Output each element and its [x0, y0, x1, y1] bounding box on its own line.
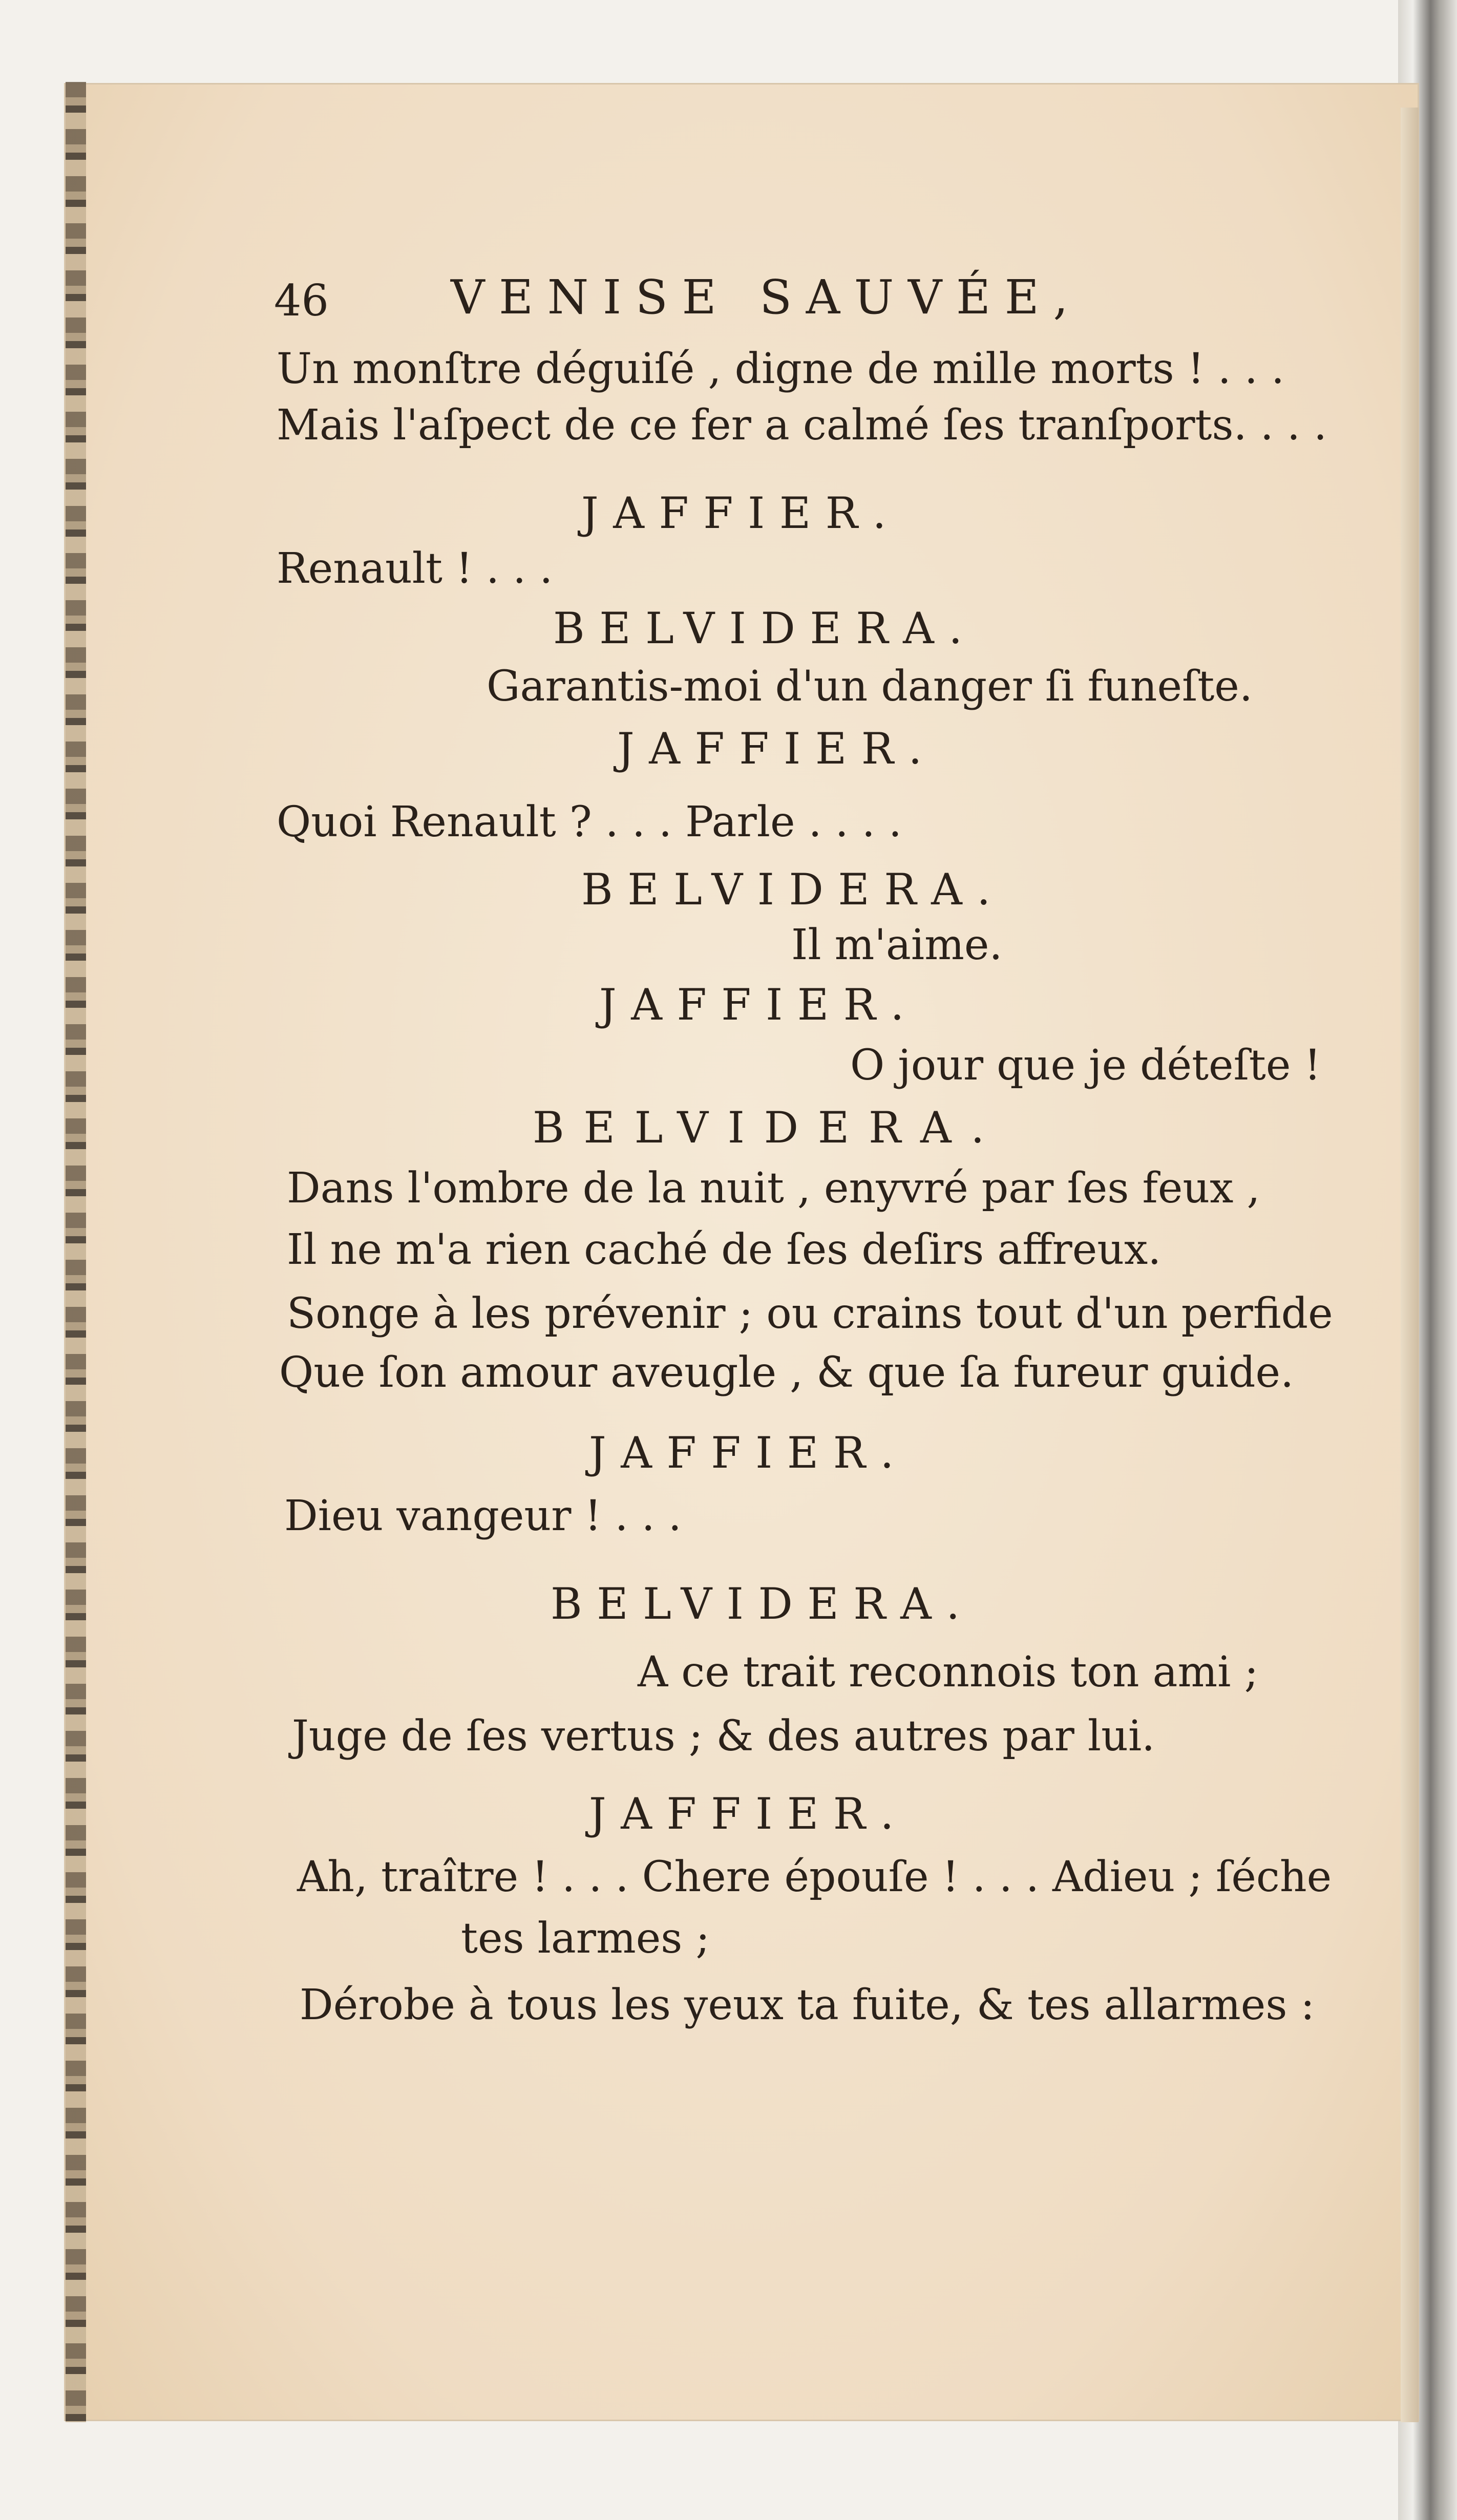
speaker-name: JAFFIER.	[581, 488, 901, 538]
verse-line: Dérobe à tous les yeux ta fuite, & tes allarmes :	[300, 1981, 1315, 2029]
verse-line: Garantis-moi d'un danger ſi funeſte.	[487, 662, 1253, 711]
speaker-name: BELVIDERA.	[551, 1579, 975, 1629]
verse-line: Dans l'ombre de la nuit , enyvré par ſes feux ,	[287, 1164, 1260, 1213]
verse-line: O jour que je déteſte !	[850, 1041, 1321, 1090]
speaker-name: JAFFIER.	[589, 1789, 909, 1839]
verse-line: Quoi Renault ? . . . Parle . . . .	[277, 798, 902, 846]
verse-line: Juge de ſes vertus ; & des autres par lui.	[292, 1712, 1155, 1761]
verse-line: Que ſon amour aveugle , & que ſa fureur guide.	[279, 1348, 1294, 1397]
speaker-name: JAFFIER.	[589, 1428, 909, 1478]
verse-line: A ce trait reconnois ton ami ;	[638, 1648, 1259, 1697]
running-title: VENISE SAUVÉE,	[451, 270, 1083, 325]
verse-line: Un monſtre déguiſé , digne de mille morts ! . . .	[277, 345, 1285, 393]
verse-line: Dieu vangeur ! . . .	[284, 1492, 682, 1540]
page-edge	[1401, 108, 1419, 2422]
speaker-name: BELVIDERA.	[533, 1103, 1004, 1153]
speaker-name: JAFFIER.	[599, 980, 919, 1030]
verse-line: Songe à les prévenir ; ou crains tout d'un perfide	[287, 1289, 1333, 1338]
page-number: 46	[274, 276, 329, 326]
speaker-name: BELVIDERA.	[581, 864, 1005, 915]
verse-line: tes larmes ;	[461, 1914, 710, 1963]
verse-line: Ah, traître ! . . . Chere épouſe ! . . . Adieu ; ſéche	[297, 1853, 1332, 1901]
verse-line: Il ne m'a rien caché de ſes deſirs affreux.	[287, 1225, 1162, 1274]
binding-edge	[66, 82, 86, 2422]
verse-line: Renault ! . . .	[277, 544, 553, 593]
speaker-name: JAFFIER.	[617, 724, 937, 774]
speaker-name: BELVIDERA.	[553, 603, 977, 653]
verse-line: Mais l'aſpect de ce fer a calmé ſes tranſports. . . .	[277, 401, 1327, 450]
verse-line: Il m'aime.	[791, 921, 1003, 969]
